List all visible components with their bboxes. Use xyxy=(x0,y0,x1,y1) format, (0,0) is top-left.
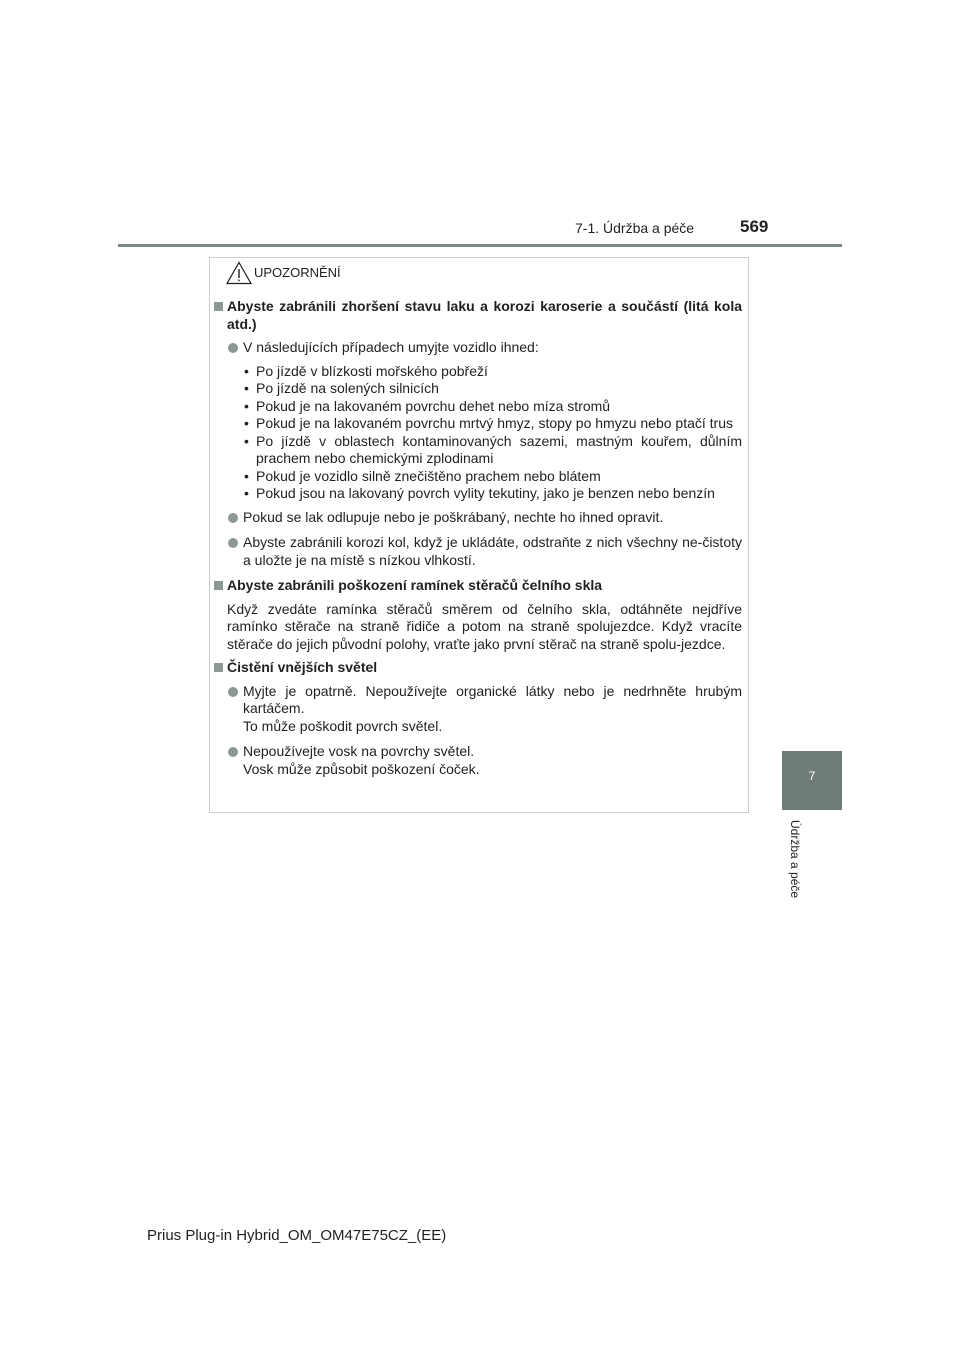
section-exterior-lights xyxy=(210,659,742,677)
circle-bullet-icon xyxy=(228,343,238,353)
square-bullet-icon xyxy=(214,663,223,672)
header-rule xyxy=(118,244,842,247)
page-number: 569 xyxy=(740,217,769,236)
section-wiper-arms xyxy=(210,577,742,595)
section-title: Abyste zabránili poškození ramínek stěračů čelního skla xyxy=(227,577,603,593)
list-item: • Po jízdě v blízkosti mořského pobřeží xyxy=(244,362,488,379)
running-header-section: 7-1. Údržba a péče xyxy=(575,220,695,236)
warning-box xyxy=(209,257,749,813)
bullet-text: To může poškodit povrch světel. xyxy=(243,717,443,734)
circle-bullet-icon xyxy=(228,687,238,697)
square-bullet-icon xyxy=(214,581,223,590)
list-item: • Po jízdě na solených silnicích xyxy=(244,380,439,396)
warning-triangle-icon xyxy=(226,261,252,285)
list-item: • Pokud jsou na lakovaný povrch vylity tekutiny, jako je benzen nebo benzín xyxy=(244,485,715,501)
square-bullet-icon xyxy=(214,302,223,311)
bullet-wheel-storage xyxy=(210,534,742,569)
chapter-tab-label: Údržba a péče xyxy=(788,820,802,899)
list-item: • Pokud je na lakovaném povrchu dehet nebo míza stromů xyxy=(244,397,611,414)
bullet-text: Nepoužívejte vosk na povrchy světel. xyxy=(243,743,475,759)
bullet-text: Myjte je opatrně. Nepoužívejte organické látky nebo je nedrhněte hrubým kartáčem. xyxy=(243,682,742,716)
bullet-text: Abyste zabránili korozi kol, když je ukládáte, odstraňte z nich všechny ne-čistoty a uložte je na místě s nízkou vlhkostí. xyxy=(243,534,742,568)
circle-bullet-icon xyxy=(228,513,238,523)
section-title: Abyste zabránili zhoršení stavu laku a korozi karoserie a součástí (litá kola atd.) xyxy=(227,298,742,332)
bullet-wash-carefully xyxy=(210,683,742,736)
bullet-text: Pokud se lak odlupuje nebo je poškrábaný, nechte ho ihned opravit. xyxy=(243,508,664,525)
circle-bullet-icon xyxy=(228,538,238,548)
wash-conditions-list xyxy=(210,363,742,503)
warning-header xyxy=(210,258,748,288)
footer-document-id: Prius Plug-in Hybrid_OM_OM47E75CZ_(EE) xyxy=(147,1227,447,1244)
warning-title: UPOZORNĚNÍ xyxy=(254,265,341,280)
list-item: • Po jízdě v oblastech kontaminovaných sazemi, mastným kouřem, důlním prachem nebo chemickými zplodinami xyxy=(244,432,742,466)
bullet-paint-repair xyxy=(210,509,742,527)
bullet-no-wax xyxy=(210,743,742,778)
wiper-arms-paragraph: Když zvedáte ramínka stěračů směrem od čelního skla, odtáhněte nejdříve ramínko stěrače na straně řidiče a potom na straně spolujezdce. Když vracíte stěrače do jejich původní polohy, vraťte jako první stěrač na straně spolu-jezdce. xyxy=(227,600,742,652)
circle-bullet-icon xyxy=(228,747,238,757)
section-title: Čistění vnějších světel xyxy=(227,659,378,675)
list-item: • Pokud je na lakovaném povrchu mrtvý hmyz, stopy po hmyzu nebo ptačí trus xyxy=(244,415,734,431)
bullet-wash-immediately xyxy=(210,339,742,357)
bullet-text: Vosk může způsobit poškození čoček. xyxy=(243,760,480,777)
chapter-tab xyxy=(782,751,842,810)
list-item: • Pokud je vozidlo silně znečištěno prachem nebo blátem xyxy=(244,467,601,484)
warning-body xyxy=(210,298,742,786)
bullet-text: V následujících případech umyjte vozidlo ihned: xyxy=(243,339,539,355)
section-paint-corrosion xyxy=(210,298,742,333)
chapter-number: 7 xyxy=(808,769,816,783)
